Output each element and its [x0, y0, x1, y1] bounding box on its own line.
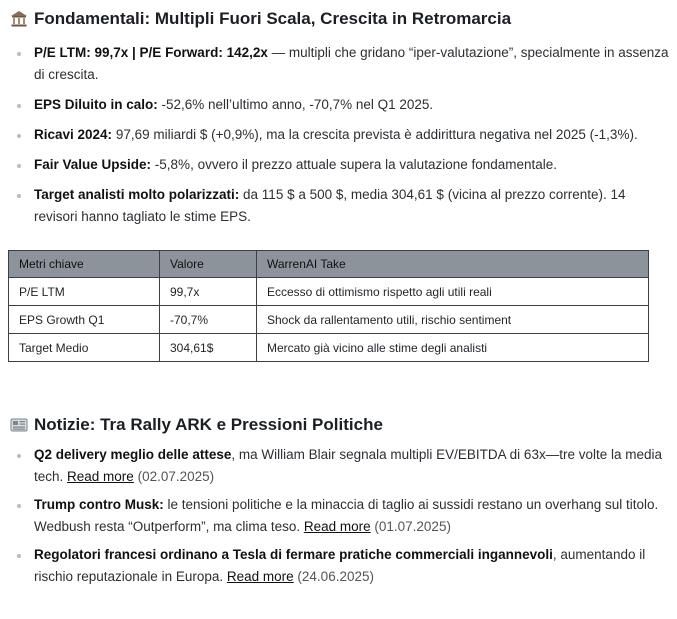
news-date: (02.07.2025): [133, 469, 215, 484]
bullet-text: da 115 $ a 500 $, media 304,61 $ (vicina al prezzo corrente). 14 revisori hanno tagliato le stime EPS.: [34, 187, 626, 224]
read-more-link[interactable]: Read more: [303, 519, 371, 534]
table-cell: P/E LTM: [9, 278, 160, 306]
read-more-link[interactable]: Read more: [67, 469, 134, 484]
column-header: WarrenAI Take: [257, 251, 649, 278]
table-header-row: [9, 251, 649, 278]
bullet-label: P/E LTM: 99,7x | P/E Forward: 142,2x: [34, 45, 268, 60]
column-header: Metri chiave: [9, 251, 160, 278]
news-date: (24.06.2025): [293, 569, 374, 584]
table-cell: EPS Growth Q1: [9, 306, 160, 334]
bullet-label: Ricavi 2024:: [34, 127, 113, 142]
table-cell: Mercato già vicino alle stime degli analisti: [257, 334, 649, 362]
bank-icon: [10, 10, 28, 28]
list-item: [8, 42, 669, 86]
news-text: le tensioni politiche e la minaccia di taglio ai sussidi restano un overhang sul titolo. Wedbush resta “Outperform”, ma clima teso.: [34, 497, 659, 534]
bullet-label: Fair Value Upside:: [34, 157, 152, 172]
list-item: [8, 94, 669, 116]
news-headline: Q2 delivery meglio delle attese: [34, 447, 232, 462]
bullet-label: EPS Diluito in calo:: [34, 97, 158, 112]
news-list: [8, 444, 669, 588]
list-item: [8, 124, 669, 146]
bullet-label: Target analisti molto polarizzati:: [34, 187, 240, 202]
table-cell: 304,61$: [160, 334, 257, 362]
list-item: [8, 184, 669, 228]
news-title: Notizie: Tra Rally ARK e Pressioni Politiche: [34, 415, 383, 434]
news-text: , ma William Blair segnala multipli EV/EBITDA di 63x—tre volte la media tech.: [34, 447, 662, 484]
bullet-text: 97,69 miliardi $ (+0,9%), ma la crescita prevista è addirittura negativa nel 2025 (-1,3%).: [112, 127, 638, 142]
news-headline: Regolatori francesi ordinano a Tesla di fermare pratiche commerciali ingannevoli: [34, 547, 553, 562]
bullet-text: -5,8%, ovvero il prezzo attuale supera la valutazione fondamentale.: [151, 157, 558, 172]
table-cell: -70,7%: [160, 306, 257, 334]
fundamentals-heading: [8, 6, 669, 32]
read-more-link[interactable]: Read more: [226, 569, 294, 584]
news-date: (01.07.2025): [370, 519, 451, 534]
table-cell: Shock da rallentamento utili, rischio sentiment: [257, 306, 649, 334]
news-text: , aumentando il rischio reputazionale in Europa.: [34, 547, 646, 584]
newspaper-icon: [10, 416, 28, 434]
bullet-text: -52,6% nell’ultimo anno, -70,7% nel Q1 2025.: [157, 97, 434, 112]
fundamentals-list: [8, 42, 669, 228]
news-item: [8, 444, 669, 488]
table-cell: 99,7x: [160, 278, 257, 306]
bullet-text: — multipli che gridano “iper-valutazione”, specialmente in assenza di crescita.: [34, 45, 669, 82]
table-cell: Target Medio: [9, 334, 160, 362]
metrics-table: [8, 250, 649, 362]
news-item: [8, 544, 669, 588]
news-headline: Trump contro Musk:: [34, 497, 164, 512]
table-cell: Eccesso di ottimismo rispetto agli utili reali: [257, 278, 649, 306]
table-row: [9, 334, 649, 362]
list-item: [8, 154, 669, 176]
news-item: [8, 494, 669, 538]
column-header: Valore: [160, 251, 257, 278]
table-row: [9, 306, 649, 334]
news-heading: [8, 412, 669, 438]
table-row: [9, 278, 649, 306]
fundamentals-title: Fondamentali: Multipli Fuori Scala, Crescita in Retromarcia: [34, 9, 512, 28]
